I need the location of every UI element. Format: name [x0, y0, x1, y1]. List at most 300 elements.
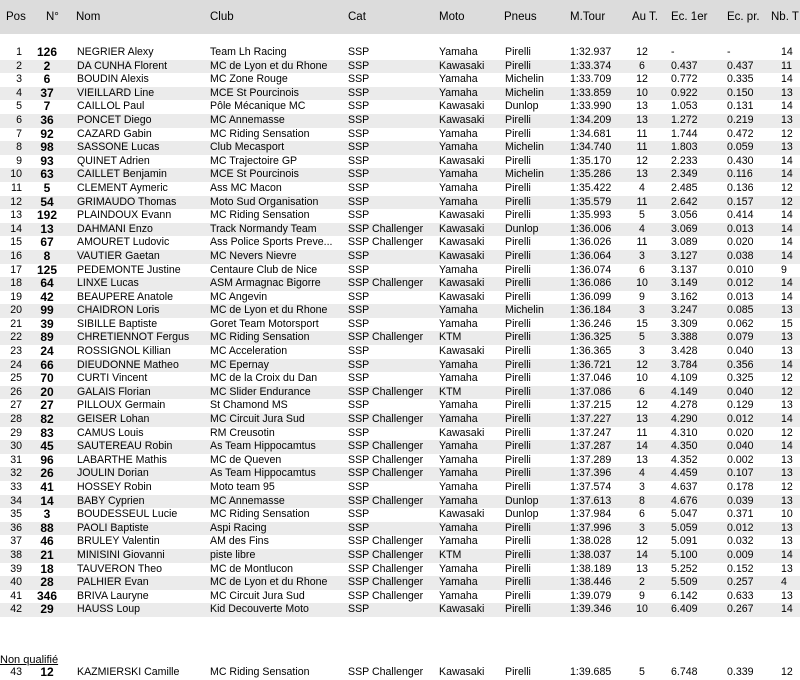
cell-moto: KTM: [439, 385, 462, 398]
cell-num: 192: [36, 209, 58, 223]
cell-pneus: Pirelli: [505, 209, 531, 222]
cell-moto: Yamaha: [439, 372, 478, 385]
cell-ec-1er: 3.309: [671, 317, 698, 330]
cell-nb-t: 14: [781, 548, 793, 561]
cell-pos: 31: [10, 453, 22, 466]
cell-ec-1er: 3.388: [671, 331, 698, 344]
cell-pneus: Pirelli: [505, 59, 531, 72]
cell-ec-1er: 2.349: [671, 168, 698, 181]
cell-ec-1er: 4.637: [671, 481, 698, 493]
header-club: Club: [210, 11, 234, 23]
cell-mtour: 1:37.996: [570, 521, 612, 534]
table-row: [0, 440, 800, 454]
cell-nb-t: 13: [781, 562, 793, 575]
cell-pneus: Pirelli: [505, 181, 531, 194]
cell-mtour: 1:39.685: [570, 666, 612, 678]
cell-name: VAUTIER Gaetan: [77, 249, 160, 262]
cell-ec-1er: 3.127: [671, 249, 698, 262]
cell-name: VIEILLARD Line: [77, 86, 155, 99]
cell-pos: 42: [10, 603, 22, 616]
cell-moto: Yamaha: [439, 413, 478, 426]
cell-nb-t: 13: [781, 399, 793, 412]
cell-club: St Chamond MS: [210, 399, 288, 412]
cell-nb-t: 14: [781, 277, 793, 290]
cell-ec-pr: 0.150: [727, 86, 754, 99]
cell-name: PILLOUX Germain: [77, 399, 166, 412]
cell-nb-t: 14: [781, 358, 793, 371]
cell-name: BRULEY Valentin: [77, 535, 160, 548]
cell-num: 3: [43, 508, 51, 522]
table-row: [0, 522, 800, 536]
cell-pneus: Pirelli: [505, 453, 531, 466]
cell-moto: Kawasaki: [439, 209, 485, 222]
cell-club: MC Riding Sensation: [210, 209, 310, 222]
cell-num: 14: [40, 494, 54, 508]
cell-mtour: 1:37.046: [570, 372, 612, 385]
cell-pos: 4: [16, 86, 22, 99]
cell-ec-pr: 0.002: [727, 453, 754, 466]
cell-num: 8: [43, 249, 51, 263]
cell-num: 29: [40, 603, 54, 617]
cell-nb-t: 13: [781, 113, 793, 126]
cell-nb-t: 13: [781, 453, 793, 466]
cell-ec-pr: 0.038: [727, 249, 754, 262]
cell-pos: 22: [10, 331, 22, 344]
cell-club: MC Acceleration: [210, 345, 288, 358]
cell-ec-1er: 1.053: [671, 100, 698, 113]
cell-pos: 7: [16, 127, 22, 140]
cell-num: 92: [40, 127, 54, 141]
cell-pos: 15: [10, 236, 22, 249]
cell-club: MC Epernay: [210, 358, 269, 371]
cell-name: CHRETIENNOT Fergus: [77, 331, 190, 344]
cell-moto: Yamaha: [439, 562, 478, 575]
cell-pneus: Pirelli: [505, 603, 531, 616]
cell-moto: Yamaha: [439, 127, 478, 140]
cell-nb-t: 14: [781, 413, 793, 426]
cell-pneus: Pirelli: [505, 127, 531, 140]
cell-au-t: 6: [639, 385, 645, 398]
cell-name: CLEMENT Aymeric: [77, 181, 168, 194]
cell-pneus: Pirelli: [505, 263, 531, 276]
cell-ec-1er: -: [671, 46, 675, 58]
cell-cat: SSP Challenger: [348, 385, 424, 398]
cell-ec-1er: 3.149: [671, 277, 698, 290]
cell-ec-pr: 0.032: [727, 535, 754, 548]
cell-au-t: 4: [639, 181, 645, 194]
cell-moto: Yamaha: [439, 467, 478, 480]
cell-ec-1er: 4.459: [671, 467, 698, 480]
cell-nb-t: 13: [781, 86, 793, 99]
cell-nb-t: 14: [781, 154, 793, 167]
header-num: N°: [46, 11, 59, 23]
cell-num: 41: [40, 481, 54, 494]
cell-club: Team Lh Racing: [210, 46, 287, 58]
cell-mtour: 1:33.990: [570, 100, 612, 113]
cell-num: 54: [40, 195, 54, 209]
cell-au-t: 11: [636, 127, 648, 140]
table-row: [0, 331, 800, 345]
cell-pos: 18: [10, 277, 22, 290]
cell-au-t: 5: [639, 209, 645, 222]
cell-nb-t: 13: [781, 304, 793, 317]
cell-ec-1er: 3.428: [671, 345, 698, 358]
cell-au-t: 14: [636, 440, 648, 453]
table-row: [0, 318, 800, 332]
cell-ec-pr: 0.012: [727, 413, 754, 426]
cell-mtour: 1:33.374: [570, 59, 612, 72]
cell-ec-pr: -: [727, 46, 731, 58]
cell-nb-t: 14: [781, 209, 793, 222]
cell-cat: SSP: [348, 100, 370, 113]
cell-mtour: 1:36.006: [570, 222, 612, 235]
cell-pneus: Pirelli: [505, 331, 531, 344]
cell-cat: SSP Challenger: [348, 467, 424, 480]
cell-ec-1er: 5.059: [671, 521, 698, 534]
cell-mtour: 1:35.579: [570, 195, 612, 208]
cell-cat: SSP: [348, 113, 370, 126]
cell-ec-1er: 2.233: [671, 154, 698, 167]
cell-name: GALAIS Florian: [77, 385, 151, 398]
cell-cat: SSP: [348, 521, 370, 534]
cell-club: Ass Police Sports Preve...: [210, 236, 333, 249]
cell-mtour: 1:35.170: [570, 154, 612, 167]
cell-moto: Yamaha: [439, 521, 478, 534]
cell-cat: SSP: [348, 372, 370, 385]
cell-pos: 32: [10, 467, 22, 480]
table-header: [0, 0, 800, 34]
cell-pneus: Pirelli: [505, 440, 531, 453]
cell-club: AM des Fins: [210, 535, 269, 548]
cell-pos: 6: [16, 113, 22, 126]
cell-cat: SSP: [348, 73, 370, 86]
cell-au-t: 9: [639, 290, 645, 303]
cell-num: 37: [40, 86, 54, 100]
cell-name: BABY Cyprien: [77, 494, 145, 507]
table-row: [0, 209, 800, 223]
header-mtour: M.Tour: [570, 11, 606, 23]
cell-au-t: 11: [636, 141, 648, 154]
table-row: [0, 399, 800, 413]
cell-mtour: 1:37.227: [570, 413, 612, 426]
cell-moto: Kawasaki: [439, 154, 485, 167]
cell-mtour: 1:34.681: [570, 127, 612, 140]
cell-mtour: 1:36.246: [570, 317, 612, 330]
cell-cat: SSP: [348, 168, 370, 181]
cell-name: KAZMIERSKI Camille: [77, 666, 180, 678]
cell-name: SAUTEREAU Robin: [77, 440, 173, 453]
cell-pos: 5: [16, 100, 22, 113]
table-row: [0, 590, 800, 604]
cell-name: CHAIDRON Loris: [77, 304, 160, 317]
cell-cat: SSP Challenger: [348, 576, 424, 589]
cell-num: 13: [40, 222, 54, 236]
cell-num: 45: [40, 440, 54, 454]
cell-mtour: 1:36.721: [570, 358, 612, 371]
cell-ec-pr: 0.178: [727, 481, 754, 493]
cell-au-t: 12: [636, 358, 648, 371]
cell-ec-1er: 5.047: [671, 508, 698, 521]
cell-club: MC Annemasse: [210, 113, 285, 126]
cell-ec-pr: 0.039: [727, 494, 754, 507]
cell-ec-1er: 2.642: [671, 195, 698, 208]
cell-ec-1er: 1.272: [671, 113, 698, 126]
cell-moto: Yamaha: [439, 576, 478, 589]
cell-nb-t: 14: [781, 46, 793, 58]
header-ec-pr: Ec. pr.: [727, 11, 760, 23]
cell-pos: 3: [16, 73, 22, 86]
cell-pos: 12: [10, 195, 22, 208]
cell-cat: SSP: [348, 181, 370, 194]
cell-nb-t: 14: [781, 222, 793, 235]
cell-moto: Yamaha: [439, 46, 478, 58]
cell-au-t: 8: [639, 494, 645, 507]
cell-ec-pr: 0.356: [727, 358, 754, 371]
cell-ec-1er: 1.744: [671, 127, 698, 140]
cell-pneus: Pirelli: [505, 413, 531, 426]
cell-ec-pr: 0.437: [727, 59, 754, 72]
cell-club: Ass MC Macon: [210, 181, 282, 194]
cell-nb-t: 14: [781, 73, 793, 86]
cell-au-t: 13: [636, 562, 648, 575]
cell-ec-pr: 0.267: [727, 603, 754, 616]
cell-club: Centaure Club de Nice: [210, 263, 318, 276]
cell-cat: SSP Challenger: [348, 589, 424, 602]
cell-pos: 34: [10, 494, 22, 507]
cell-pneus: Dunlop: [505, 508, 539, 521]
cell-pneus: Pirelli: [505, 521, 531, 534]
cell-num: 6: [43, 73, 51, 87]
cell-num: 96: [40, 453, 54, 467]
cell-mtour: 1:36.026: [570, 236, 612, 249]
cell-pneus: Pirelli: [505, 195, 531, 208]
cell-pneus: Dunlop: [505, 100, 539, 113]
cell-num: 126: [36, 46, 58, 59]
cell-nb-t: 12: [781, 127, 793, 140]
cell-nb-t: 13: [781, 535, 793, 548]
cell-name: DIEUDONNE Matheo: [77, 358, 179, 371]
cell-ec-pr: 0.257: [727, 576, 754, 589]
cell-ec-pr: 0.013: [727, 222, 754, 235]
table-row: [0, 304, 800, 318]
cell-pneus: Pirelli: [505, 372, 531, 385]
cell-ec-1er: 3.162: [671, 290, 698, 303]
cell-ec-pr: 0.009: [727, 548, 754, 561]
cell-cat: SSP Challenger: [348, 236, 424, 249]
table-row: [0, 168, 800, 182]
cell-moto: Kawasaki: [439, 290, 485, 303]
cell-num: 12: [40, 666, 54, 679]
cell-name: QUINET Adrien: [77, 154, 150, 167]
cell-pos: 30: [10, 440, 22, 453]
cell-au-t: 5: [639, 666, 645, 678]
cell-ec-pr: 0.062: [727, 317, 754, 330]
cell-ec-pr: 0.079: [727, 331, 754, 344]
cell-ec-1er: 1.803: [671, 141, 698, 154]
table-row: [0, 481, 800, 495]
cell-ec-pr: 0.020: [727, 236, 754, 249]
cell-cat: SSP: [348, 263, 370, 276]
cell-name: LABARTHE Mathis: [77, 453, 167, 466]
table-row: [0, 345, 800, 359]
cell-mtour: 1:37.287: [570, 440, 612, 453]
cell-name: CAMUS Louis: [77, 426, 144, 439]
cell-num: 82: [40, 413, 54, 427]
cell-moto: Kawasaki: [439, 426, 485, 439]
cell-mtour: 1:37.215: [570, 399, 612, 412]
cell-pos: 29: [10, 426, 22, 439]
cell-ec-1er: 4.350: [671, 440, 698, 453]
cell-name: AMOURET Ludovic: [77, 236, 170, 249]
cell-mtour: 1:37.086: [570, 385, 612, 398]
cell-ec-pr: 0.131: [727, 100, 754, 113]
cell-club: MC de Lyon et du Rhone: [210, 304, 328, 317]
cell-ec-1er: 4.290: [671, 413, 698, 426]
cell-pneus: Pirelli: [505, 467, 531, 480]
cell-moto: Kawasaki: [439, 236, 485, 249]
table-row: [0, 427, 800, 441]
cell-cat: SSP Challenger: [348, 331, 424, 344]
cell-club: Pôle Mécanique MC: [210, 100, 306, 113]
cell-num: 93: [40, 154, 54, 168]
cell-ec-1er: 3.069: [671, 222, 698, 235]
cell-name: LINXE Lucas: [77, 277, 139, 290]
cell-mtour: 1:37.984: [570, 508, 612, 521]
cell-ec-pr: 0.012: [727, 277, 754, 290]
cell-au-t: 12: [636, 46, 648, 58]
cell-ec-pr: 0.107: [727, 467, 754, 480]
cell-num: 18: [40, 562, 54, 576]
cell-pos: 11: [11, 181, 22, 194]
cell-club: RM Creusotin: [210, 426, 275, 439]
cell-moto: Kawasaki: [439, 113, 485, 126]
cell-club: MC Trajectoire GP: [210, 154, 298, 167]
cell-pneus: Pirelli: [505, 358, 531, 371]
cell-club: MC Nevers Nievre: [210, 249, 297, 262]
cell-name: HAUSS Loup: [77, 603, 141, 616]
cell-pneus: Pirelli: [505, 385, 531, 398]
cell-ec-pr: 0.116: [727, 168, 753, 181]
cell-cat: SSP: [348, 249, 370, 262]
cell-moto: Yamaha: [439, 195, 478, 208]
cell-nb-t: 14: [781, 290, 793, 303]
table-row: [0, 196, 800, 210]
cell-num: 70: [40, 372, 54, 386]
non-qualifie-table-body: [0, 666, 800, 680]
cell-num: 21: [40, 548, 54, 562]
header-ec-1er: Ec. 1er: [671, 11, 708, 23]
table-row: [0, 141, 800, 155]
cell-num: 67: [40, 236, 54, 250]
cell-moto: Yamaha: [439, 304, 478, 317]
cell-au-t: 12: [636, 399, 648, 412]
cell-club: MC de la Croix du Dan: [210, 372, 318, 385]
cell-moto: KTM: [439, 331, 462, 344]
cell-pos: 38: [10, 548, 22, 561]
cell-cat: SSP: [348, 59, 370, 72]
cell-pneus: Pirelli: [505, 576, 531, 589]
cell-cat: SSP: [348, 358, 370, 371]
header-au-t: Au T.: [632, 11, 658, 23]
cell-pneus: Pirelli: [505, 249, 531, 262]
cell-nb-t: 14: [781, 168, 793, 181]
cell-ec-1er: 3.137: [671, 263, 698, 276]
cell-mtour: 1:36.086: [570, 277, 612, 290]
cell-num: 20: [40, 385, 54, 399]
cell-name: NEGRIER Alexy: [77, 46, 154, 58]
cell-au-t: 13: [636, 413, 648, 426]
cell-name: TAUVERON Theo: [77, 562, 162, 575]
table-row: [0, 495, 800, 509]
cell-ec-1er: 4.352: [671, 453, 698, 466]
table-row: [0, 128, 800, 142]
cell-nb-t: 12: [781, 426, 793, 439]
cell-cat: SSP: [348, 508, 370, 521]
cell-cat: SSP: [348, 46, 370, 58]
cell-num: 99: [40, 304, 54, 318]
table-row: [0, 277, 800, 291]
cell-pneus: Pirelli: [505, 236, 531, 249]
cell-ec-pr: 0.152: [727, 562, 754, 575]
cell-moto: Kawasaki: [439, 603, 485, 616]
cell-mtour: 1:39.079: [570, 589, 612, 602]
cell-mtour: 1:33.859: [570, 86, 612, 99]
cell-mtour: 1:33.709: [570, 73, 612, 86]
cell-nb-t: 12: [781, 195, 793, 208]
cell-num: 7: [43, 100, 51, 114]
cell-au-t: 13: [636, 168, 648, 181]
cell-cat: SSP Challenger: [348, 666, 424, 678]
cell-mtour: 1:34.740: [570, 141, 612, 154]
table-row: [0, 46, 800, 60]
cell-club: MC Riding Sensation: [210, 508, 310, 521]
cell-pos: 20: [10, 304, 22, 317]
header-nb-t: Nb. T: [771, 11, 799, 23]
cell-ec-1er: 4.278: [671, 399, 698, 412]
cell-ec-pr: 0.430: [727, 154, 754, 167]
table-row: [0, 291, 800, 305]
cell-moto: Kawasaki: [439, 59, 485, 72]
cell-nb-t: 14: [781, 249, 793, 262]
cell-name: CAZARD Gabin: [77, 127, 152, 140]
cell-moto: Yamaha: [439, 317, 478, 330]
cell-au-t: 3: [639, 249, 645, 262]
cell-au-t: 2: [639, 576, 645, 589]
cell-pos: 13: [10, 209, 22, 222]
table-row: [0, 372, 800, 386]
cell-club: MC Riding Sensation: [210, 666, 310, 678]
cell-name: SASSONE Lucas: [77, 141, 160, 154]
cell-cat: SSP Challenger: [348, 494, 424, 507]
cell-ec-1er: 0.922: [671, 86, 698, 99]
cell-ec-pr: 0.335: [727, 73, 754, 86]
cell-au-t: 13: [636, 453, 648, 466]
cell-moto: Yamaha: [439, 168, 478, 181]
cell-cat: SSP Challenger: [348, 413, 424, 426]
cell-pos: 19: [10, 290, 22, 303]
cell-au-t: 15: [636, 317, 648, 330]
cell-au-t: 10: [636, 603, 648, 616]
cell-cat: SSP: [348, 86, 370, 99]
cell-mtour: 1:37.613: [570, 494, 612, 507]
table-row: [0, 100, 800, 114]
cell-mtour: 1:36.099: [570, 290, 612, 303]
cell-nb-t: 4: [781, 576, 787, 589]
table-row: [0, 454, 800, 468]
cell-cat: SSP Challenger: [348, 277, 424, 290]
cell-name: CAILLET Benjamin: [77, 168, 167, 181]
table-row: [0, 563, 800, 577]
